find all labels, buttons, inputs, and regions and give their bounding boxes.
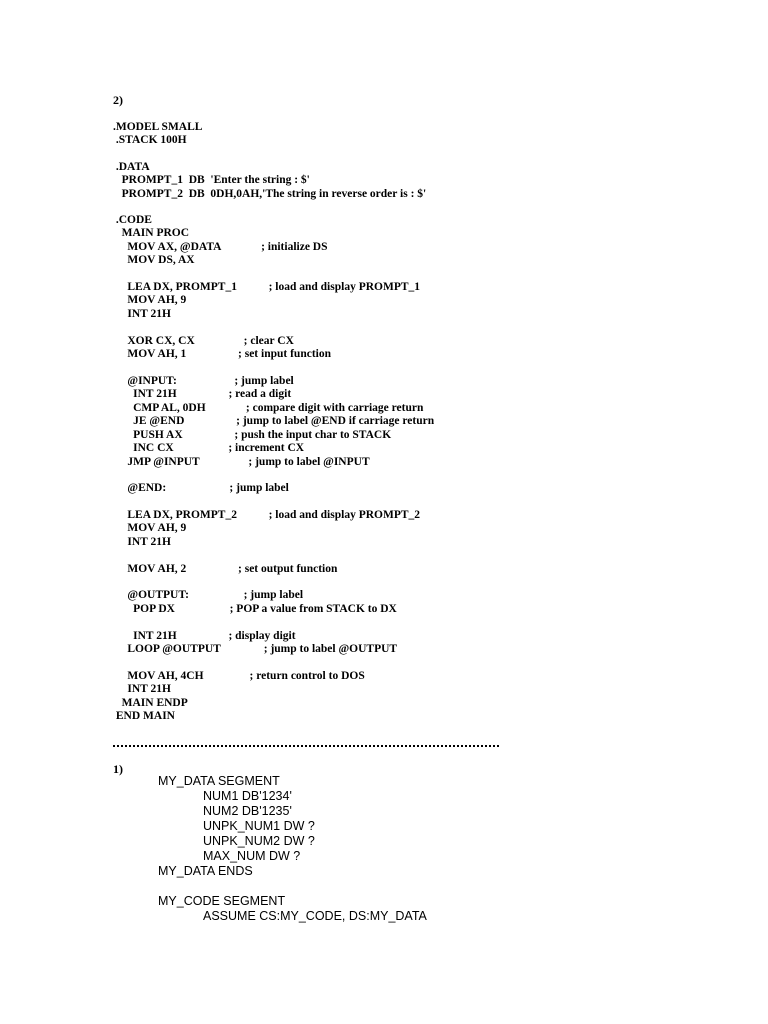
code-line: LEA DX, PROMPT_1 ; load and display PROMPT_1 — [113, 281, 421, 293]
code-line: MOV AH, 9 — [113, 522, 187, 534]
code-line: NUM1 DB'1234' — [203, 789, 292, 803]
code-line: XOR CX, CX ; clear CX — [113, 335, 294, 347]
code-line: CMP AL, 0DH ; compare digit with carriage return — [113, 402, 424, 414]
code-line: UNPK_NUM1 DW ? — [203, 819, 315, 833]
code-line: PROMPT_2 DB 0DH,0AH,'The string in reverse order is : $' — [113, 188, 427, 200]
code-line: PROMPT_1 DB 'Enter the string : $' — [113, 174, 310, 186]
code-line: END MAIN — [113, 710, 175, 722]
code-line: LEA DX, PROMPT_2 ; load and display PROMPT_2 — [113, 509, 421, 521]
code-line: .MODEL SMALL — [113, 121, 203, 133]
code-line: INT 21H — [113, 683, 171, 695]
code-line: PUSH AX ; push the input char to STACK — [113, 429, 392, 441]
code-line: MAIN PROC — [113, 227, 190, 239]
code-line: MOV AH, 1 ; set input function — [113, 348, 331, 360]
section-2-label: 2) — [113, 93, 123, 107]
code-line: MY_DATA SEGMENT — [158, 774, 280, 788]
code-line: .CODE — [113, 214, 152, 226]
code-line: MOV AH, 2 ; set output function — [113, 563, 338, 575]
code-line: @END: ; jump label — [113, 482, 289, 494]
code-line: MOV AH, 9 — [113, 294, 187, 306]
code-line: MY_DATA ENDS — [158, 864, 253, 878]
code-line: MOV AH, 4CH ; return control to DOS — [113, 670, 365, 682]
code-line: MOV AX, @DATA ; initialize DS — [113, 241, 328, 253]
code-line: MY_CODE SEGMENT — [158, 894, 286, 908]
code-line: INT 21H — [113, 536, 171, 548]
code-line: NUM2 DB'1235' — [203, 804, 292, 818]
code-line: MAIN ENDP — [113, 697, 188, 709]
code-line: .DATA — [113, 161, 150, 173]
code-line: JE @END ; jump to label @END if carriage return — [113, 415, 435, 427]
code-line: INC CX ; increment CX — [113, 442, 305, 454]
code-line: .STACK 100H — [113, 134, 187, 146]
dotted-divider — [113, 737, 499, 747]
code-line: LOOP @OUTPUT ; jump to label @OUTPUT — [113, 643, 398, 655]
code-line: INT 21H ; display digit — [113, 630, 296, 642]
code-line: @INPUT: ; jump label — [113, 375, 294, 387]
code-line: UNPK_NUM2 DW ? — [203, 834, 315, 848]
code-line: @OUTPUT: ; jump label — [113, 589, 304, 601]
code-line: JMP @INPUT ; jump to label @INPUT — [113, 456, 370, 468]
code-line: POP DX ; POP a value from STACK to DX — [113, 603, 397, 615]
code-line: INT 21H ; read a digit — [113, 388, 292, 400]
code-line: ASSUME CS:MY_CODE, DS:MY_DATA — [203, 909, 427, 923]
code-line: INT 21H — [113, 308, 171, 320]
code-line: MOV DS, AX — [113, 254, 195, 266]
code-line: MAX_NUM DW ? — [203, 849, 301, 863]
section-1-label: 1) — [113, 762, 123, 776]
